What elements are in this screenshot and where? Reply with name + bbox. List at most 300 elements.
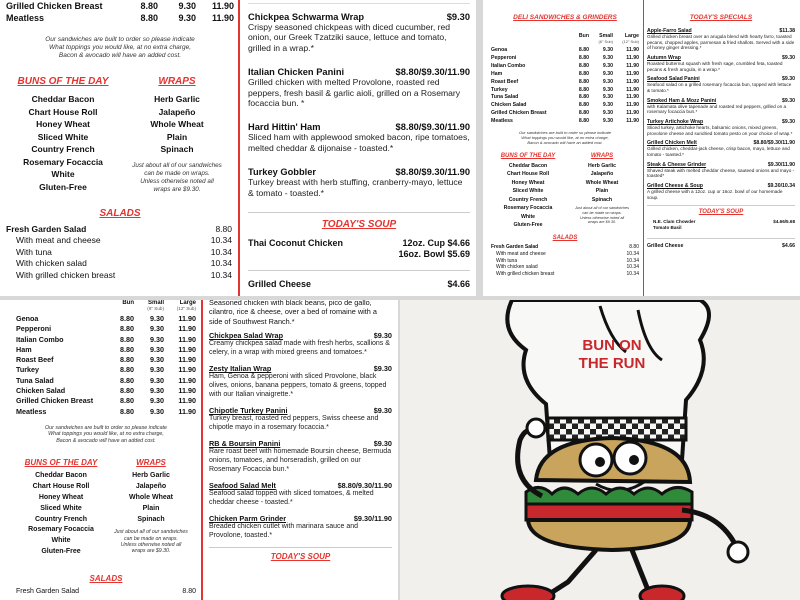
item-description: Rare roast beef with homemade Boursin cheese, Bermuda onions, tomatoes, and horseradish, grilled on our Rosemary Focaccia bun.*	[209, 448, 392, 473]
specials-header: TODAY'S SPECIALS	[689, 14, 753, 21]
band-check	[602, 424, 608, 430]
salad-row	[16, 588, 196, 595]
sandwich-table	[491, 47, 639, 126]
list-item: Cheddar Bacon	[35, 472, 87, 480]
list-item: Plain	[142, 504, 160, 512]
subhead-bun	[565, 39, 589, 44]
table-row	[491, 87, 639, 95]
price-small: 9.30	[602, 54, 613, 61]
row-name: Pepperoni	[491, 54, 517, 61]
price-small: 9.30	[602, 62, 613, 69]
item-description: Breaded chicken cutlet with marinara sauce and Provolone, toasted.*	[209, 523, 359, 540]
band-check	[644, 424, 650, 430]
item-name: Turkey Gobbler	[248, 167, 317, 178]
salad-name: With meat and cheese	[16, 235, 101, 245]
list-item: Country French	[31, 144, 95, 154]
band-check	[584, 429, 590, 435]
row-name: Chicken Salad	[16, 386, 66, 396]
salad-row	[491, 258, 639, 265]
row-name: Meatless	[6, 13, 45, 23]
subhead-bun	[104, 306, 134, 311]
price-small: 9.30	[150, 314, 164, 323]
item-price: $8.80/$9.30/11.90	[395, 67, 470, 78]
band-check	[578, 424, 584, 430]
item-title	[209, 331, 392, 340]
price-small: 9.30	[602, 78, 613, 85]
item-title	[248, 67, 470, 77]
soup-header: TODAY'S SOUP	[270, 552, 331, 562]
note-line: Just about all of our sandwiches	[114, 529, 188, 536]
table-row	[491, 71, 639, 79]
price-large: 11.90	[211, 1, 234, 11]
band-check	[656, 429, 662, 435]
item-price: $9.30	[373, 331, 392, 341]
item-description: Grilled chicken, cheddar-jack cheese, crisp bacon, mayo, lettuce and tomato - toasted.*	[647, 146, 790, 158]
price-large: 11.90	[178, 396, 196, 406]
table-row	[491, 63, 639, 71]
price-large: 11.90	[211, 13, 234, 23]
price-small: 9.30	[150, 355, 164, 365]
item-description: Crispy seasoned chickpeas with diced cucumber, red onion, our Greek Tzatziki sauce, lettuce and tomato, grilled in a wrap.*	[248, 22, 451, 53]
row-name: Roast Beef	[16, 355, 54, 365]
item-name: Chickpea Salad Wrap	[209, 331, 284, 341]
column-subheads	[491, 39, 639, 44]
wraps-header: WRAPS	[158, 76, 196, 87]
band-check	[554, 429, 560, 435]
red-divider	[643, 0, 644, 296]
item-name: Steak & Cheese Grinder	[647, 161, 707, 168]
table-row	[491, 47, 639, 55]
band-check	[608, 429, 614, 435]
item-price: $8.80/$9.30/11.90	[753, 140, 795, 147]
salad-price: 10.34	[626, 250, 639, 257]
menu-item	[647, 140, 795, 157]
table-row	[6, 12, 234, 24]
bun-on-the-run-mascot	[400, 300, 800, 600]
left-column	[6, 0, 234, 296]
band-check	[602, 429, 608, 435]
list-item: Whole Wheat	[129, 494, 173, 502]
list-item: Chart House Roll	[28, 106, 98, 117]
list-item: Spinach	[137, 515, 165, 523]
price-small: 9.30	[150, 365, 164, 375]
row-name: Chicken Salad	[491, 102, 527, 109]
price-large: 11.90	[626, 110, 639, 117]
price-small: 9.30	[602, 70, 613, 77]
price-bun: 8.80	[120, 324, 134, 334]
list-item: Sliced White	[512, 188, 544, 195]
toppings-note	[6, 36, 234, 60]
list-item: Herb Garlic	[588, 163, 616, 170]
head-bun: Bun	[122, 300, 134, 306]
soup-row	[248, 238, 470, 260]
price-bun: 8.80	[578, 70, 589, 77]
band-check	[590, 429, 596, 435]
list-item: Honey Wheat	[36, 119, 90, 129]
right-glove-icon	[728, 542, 748, 562]
buns-header: BUNS OF THE DAY	[500, 153, 556, 160]
salads-header: SALADS	[89, 573, 123, 583]
grilled-cheese-price: $4.66	[782, 242, 795, 249]
item-name: Turkey Artichoke Wrap	[647, 119, 704, 126]
item-price: $8.80/$9.30/11.90	[395, 167, 470, 178]
item-description: Grilled chicken breast over an arugula blend with hearty farro, toasted pecans, chopped apples, parmesan & fried shallots. Served with a side of honey ginger dressing.*	[647, 34, 795, 51]
row-name: Italian Combo	[491, 62, 526, 69]
note-line: wraps are $9.30.	[153, 185, 201, 193]
price-bun: 8.80	[120, 386, 134, 396]
salad-name: With tuna	[16, 246, 52, 257]
price-large: 11.90	[626, 62, 639, 69]
table-row	[491, 55, 639, 63]
band-check	[560, 424, 566, 430]
list-item: Whole Wheat	[150, 119, 204, 129]
note-line: can be made on wraps.	[582, 210, 622, 215]
left-column	[491, 0, 639, 296]
item-title	[209, 439, 392, 448]
item-price: $9.30/11.90	[353, 514, 392, 524]
wraps-header: WRAPS	[136, 458, 166, 468]
list-item: White	[51, 537, 71, 545]
price-small: 9.30	[150, 334, 164, 344]
menu-item	[647, 183, 795, 200]
item-price: $9.30/11.90	[767, 161, 795, 168]
toppings-note	[491, 130, 639, 145]
menu-item	[248, 67, 470, 108]
table-row	[16, 335, 196, 345]
specialty-items	[209, 331, 392, 541]
specialty-items	[248, 12, 470, 198]
salad-name: Fresh Garden Salad	[16, 587, 80, 595]
band-check	[578, 429, 584, 435]
tomato-icon	[526, 504, 692, 520]
price-small: 9.30	[150, 406, 164, 416]
list-item: Gluten-Free	[39, 181, 87, 192]
note-line: Bacon & avocado will have an added cost.	[56, 437, 156, 444]
band-check	[638, 429, 644, 435]
band-check	[572, 424, 578, 430]
note-line: What toppings you would like, at no extra charge,	[48, 431, 164, 438]
table-row	[491, 102, 639, 110]
mascot-photo	[400, 300, 800, 600]
right-pupil	[629, 455, 639, 465]
list-item: Chart House Roll	[506, 171, 550, 178]
price-bun: 8.80	[120, 375, 134, 385]
buns-list	[491, 162, 565, 229]
price-bun: 8.80	[140, 1, 158, 11]
note-line: Bacon & avocado will have an added cost.	[58, 52, 182, 59]
price-large: 11.90	[178, 355, 196, 365]
sign-text-line1: BUN ON	[582, 337, 642, 354]
salad-row	[491, 271, 639, 278]
salad-name: With grilled chicken breast	[16, 269, 116, 280]
note-line: can be made on wraps.	[144, 169, 210, 177]
menu-item	[209, 406, 392, 433]
head-small: Small	[147, 300, 164, 306]
subhead-large: (12" Sub)	[622, 39, 639, 44]
note-line: can be made on wraps.	[124, 535, 178, 542]
table-row	[16, 376, 196, 386]
salad-name: With chicken salad	[16, 258, 87, 268]
price-small: 9.30	[602, 118, 613, 125]
note-line: Unless otherwise noted all	[579, 215, 625, 220]
band-check	[566, 429, 572, 435]
item-description: Turkey breast, roasted red peppers, Swiss cheese and chipotle mayo in a rosemary focaccia.*	[209, 415, 379, 431]
soup-header: TODAY'S SOUP	[698, 208, 744, 215]
price-large: 11.90	[178, 314, 196, 323]
item-name: Grilled Chicken Melt	[647, 140, 697, 147]
item-description: Sliced ham with applewood smoked bacon, ripe tomatoes, melted cheddar & dijonaise - toasted.*	[248, 132, 470, 153]
price-large: 11.90	[626, 47, 639, 53]
menu-photo-left	[0, 0, 476, 296]
soup-bowl-price: 16oz. Bowl $5.69	[398, 249, 470, 260]
price-small: 9.30	[602, 47, 613, 53]
band-check	[674, 429, 680, 435]
list-item: Whole Wheat	[585, 179, 619, 186]
salad-price: 10.34	[626, 270, 639, 277]
buns-header: BUNS OF THE DAY	[24, 458, 98, 468]
salads-list	[6, 224, 234, 282]
band-check	[644, 429, 650, 435]
price-large: 11.90	[178, 334, 196, 344]
price-large: 11.90	[178, 344, 196, 354]
item-price: $8.80/9.30/11.90	[337, 481, 392, 491]
salad-row	[491, 264, 639, 271]
item-price: $9.30	[373, 406, 392, 416]
menu-item	[248, 122, 470, 153]
salad-price: 10.34	[210, 269, 232, 280]
band-check	[662, 424, 668, 430]
item-title	[209, 364, 392, 373]
band-check	[608, 424, 614, 430]
price-large: 11.90	[178, 324, 196, 334]
item-price: $9.30	[782, 97, 795, 104]
item-name: RB & Boursin Panini	[209, 439, 281, 449]
list-item: Spinach	[591, 196, 613, 203]
wraps-header: WRAPS	[590, 153, 614, 160]
table-row	[491, 94, 639, 102]
menu-photo-bottom	[0, 300, 398, 600]
item-description: Turkey breast with herb stuffing, cranberry-mayo, lettuce & tomato - toasted.*	[248, 177, 463, 198]
item-price: $9.30	[782, 76, 795, 83]
salad-name: With grilled chicken breast	[496, 270, 555, 277]
item-name: Seafood Salad Panini	[647, 76, 700, 83]
note-line: wraps are $9.30.	[131, 548, 171, 555]
band-check	[662, 429, 668, 435]
item-description: Shaved steak with melted cheddar cheese, sauteed onions and mayo - toasted*	[647, 167, 795, 179]
salad-price: 10.34	[210, 246, 232, 257]
list-item: Gluten-Free	[41, 548, 81, 556]
salad-name: Fresh Garden Salad	[491, 244, 539, 251]
band-check	[614, 424, 620, 430]
band-check	[656, 424, 662, 430]
price-small: 9.30	[178, 1, 196, 11]
band-check	[638, 424, 644, 430]
red-divider	[238, 0, 240, 296]
table-row	[16, 324, 196, 334]
list-item: Honey Wheat	[511, 179, 545, 186]
menu-item	[647, 76, 795, 93]
salad-price: 8.80	[215, 223, 232, 234]
head-small: Small	[599, 33, 613, 39]
salads-header: SALADS	[99, 207, 141, 219]
list-item: Cheddar Bacon	[508, 163, 548, 170]
salad-price: 10.34	[210, 235, 232, 245]
item-name: Autumn Wrap	[647, 54, 681, 61]
note-line: Just about all of our sandwiches	[132, 161, 222, 169]
item-name: Zesty Italian Wrap	[209, 364, 272, 374]
price-small: 9.30	[150, 386, 164, 396]
band-check	[650, 424, 656, 430]
band-check	[632, 424, 638, 430]
menu-item	[248, 12, 470, 53]
list-item: Cheddar Bacon	[31, 94, 95, 104]
price-bun: 8.80	[578, 78, 589, 85]
list-item: Jalapeño	[158, 106, 196, 117]
band-check	[596, 424, 602, 430]
menu-item	[209, 514, 392, 541]
salad-row	[491, 251, 639, 258]
item-title	[209, 514, 392, 523]
price-bun: 8.80	[578, 54, 589, 61]
list-item: Honey Wheat	[38, 494, 84, 502]
salad-name: With tuna	[496, 257, 518, 264]
price-bun: 8.80	[578, 102, 589, 109]
deli-header: DELI SANDWICHES & GRINDERS	[513, 14, 617, 21]
band-check	[668, 424, 674, 430]
row-name: Turkey	[491, 86, 508, 93]
wraps-list	[565, 162, 639, 204]
wraps-column	[120, 76, 234, 194]
band-check	[674, 424, 680, 430]
salad-price: 10.34	[626, 264, 639, 271]
band-check	[560, 429, 566, 435]
band-check	[566, 424, 572, 430]
head-large: Large	[624, 33, 639, 39]
item-name: Chipotle Turkey Panini	[209, 406, 288, 416]
price-bun: 8.80	[578, 62, 589, 69]
item-price: $9.30	[373, 364, 392, 374]
note-line: wraps are $9.30.	[587, 220, 617, 225]
item-description: Ham, Genoa & pepperoni with sliced Provolone, black olives, onions, banana peppers, tomato & greens, topped with our Italian vinaigrette.*	[209, 373, 387, 398]
row-name: Roast Beef	[491, 78, 519, 85]
price-small: 9.30	[602, 102, 613, 109]
buns-column	[6, 76, 120, 194]
item-description: Grilled chicken with melted Provolone, roasted red peppers, fresh basil & garlic aioli, grilled on a Rosemary focaccia bun. *	[248, 77, 461, 109]
list-item: Chart House Roll	[32, 483, 90, 491]
item-name: Chickpea Schwarma Wrap	[248, 12, 365, 22]
table-row	[16, 386, 196, 396]
item-description: Seafood salad on a grilled rosemary focaccia bun, topped with lettuce & tomato.*	[647, 82, 792, 93]
band-check	[620, 429, 626, 435]
row-name: Grilled Chicken Breast	[6, 1, 103, 11]
price-bun: 8.80	[578, 94, 589, 101]
right-column	[209, 300, 392, 600]
price-bun: 8.80	[120, 344, 134, 354]
list-item: Jalapeño	[590, 171, 614, 178]
price-large: 11.90	[178, 365, 196, 375]
row-name: Italian Combo	[16, 334, 64, 344]
wraps-note	[120, 162, 234, 194]
item-price: $11.38	[779, 28, 795, 34]
wraps-note	[106, 529, 196, 554]
salad-row	[6, 235, 232, 247]
item-description: Sliced turkey, artichoke hearts, balsamic onions, mixed greens, provolone cheese and sundried tomato pesto on your choice of wrap.*	[647, 125, 793, 136]
row-name: Turkey	[16, 365, 40, 375]
price-large: 11.90	[178, 375, 196, 385]
table-row	[491, 118, 639, 126]
band-check	[620, 424, 626, 430]
price-large: 11.90	[626, 102, 639, 109]
band-check	[572, 429, 578, 435]
row-name: Tuna Salad	[16, 375, 54, 385]
table-row	[16, 314, 196, 324]
item-name: Apple-Farro Salad	[647, 28, 692, 34]
list-item: Rosemary Focaccia	[503, 205, 553, 212]
band-check	[650, 429, 656, 435]
salad-price: 8.80	[182, 587, 196, 595]
price-large: 11.90	[626, 54, 639, 61]
right-column	[647, 0, 795, 296]
buns-wraps	[491, 153, 639, 229]
list-item: Herb Garlic	[154, 94, 200, 104]
wraps-note	[565, 206, 639, 225]
left-glove-icon	[527, 419, 545, 437]
table-row	[16, 365, 196, 375]
sandwich-table	[6, 0, 234, 24]
note-line: What toppings you would like, at no extra charge,	[49, 44, 191, 51]
left-shoe-icon	[502, 586, 554, 600]
list-item: Plain	[595, 188, 609, 195]
item-title	[248, 12, 470, 22]
buns-list	[6, 93, 120, 193]
band-check	[626, 424, 632, 430]
item-name: Chicken Parm Grinder	[209, 514, 287, 524]
soup-row	[647, 219, 795, 232]
left-pupil	[595, 457, 605, 467]
item-name: Italian Chicken Panini	[248, 67, 345, 78]
salad-row	[6, 270, 232, 282]
item-price: $9.30	[446, 12, 470, 22]
list-item: Country French	[508, 196, 548, 203]
note-line: Our sandwiches are built to order so please indicate	[518, 130, 612, 136]
buns-wraps	[6, 76, 234, 194]
grilled-cheese-price: $4.66	[447, 279, 470, 290]
list-item: Gluten-Free	[513, 221, 543, 228]
item-name: Seafood Salad Melt	[209, 481, 276, 491]
band-check	[626, 429, 632, 435]
salad-row	[6, 224, 232, 236]
price-large: 11.90	[626, 78, 639, 85]
menu-item	[647, 55, 795, 72]
table-row	[491, 79, 639, 87]
item-price: $8.80/$9.30/11.90	[395, 122, 470, 133]
row-name: Tuna Salad	[491, 94, 519, 101]
subhead-small: (6" Sub)	[147, 306, 164, 311]
price-bun: 8.80	[578, 110, 589, 117]
item-description: A grilled cheese with a 12oz. cup or 16oz. bowl of our homemade soup.	[647, 189, 783, 200]
grilled-cheese-name: Grilled Cheese	[248, 279, 312, 290]
table-row	[16, 407, 196, 417]
price-bun: 8.80	[120, 355, 134, 365]
table-row	[6, 0, 234, 12]
item-description: Seafood salad topped with sliced tomatoes, & melted cheddar cheese - toasted.*	[209, 490, 374, 506]
note-line: Bacon & avocado will have an added cost.	[527, 140, 603, 146]
band-check	[596, 429, 602, 435]
price-bun: 8.80	[120, 406, 134, 416]
price-small: 9.30	[150, 396, 164, 406]
price-bun: 8.80	[120, 334, 134, 344]
band-check	[554, 424, 560, 430]
